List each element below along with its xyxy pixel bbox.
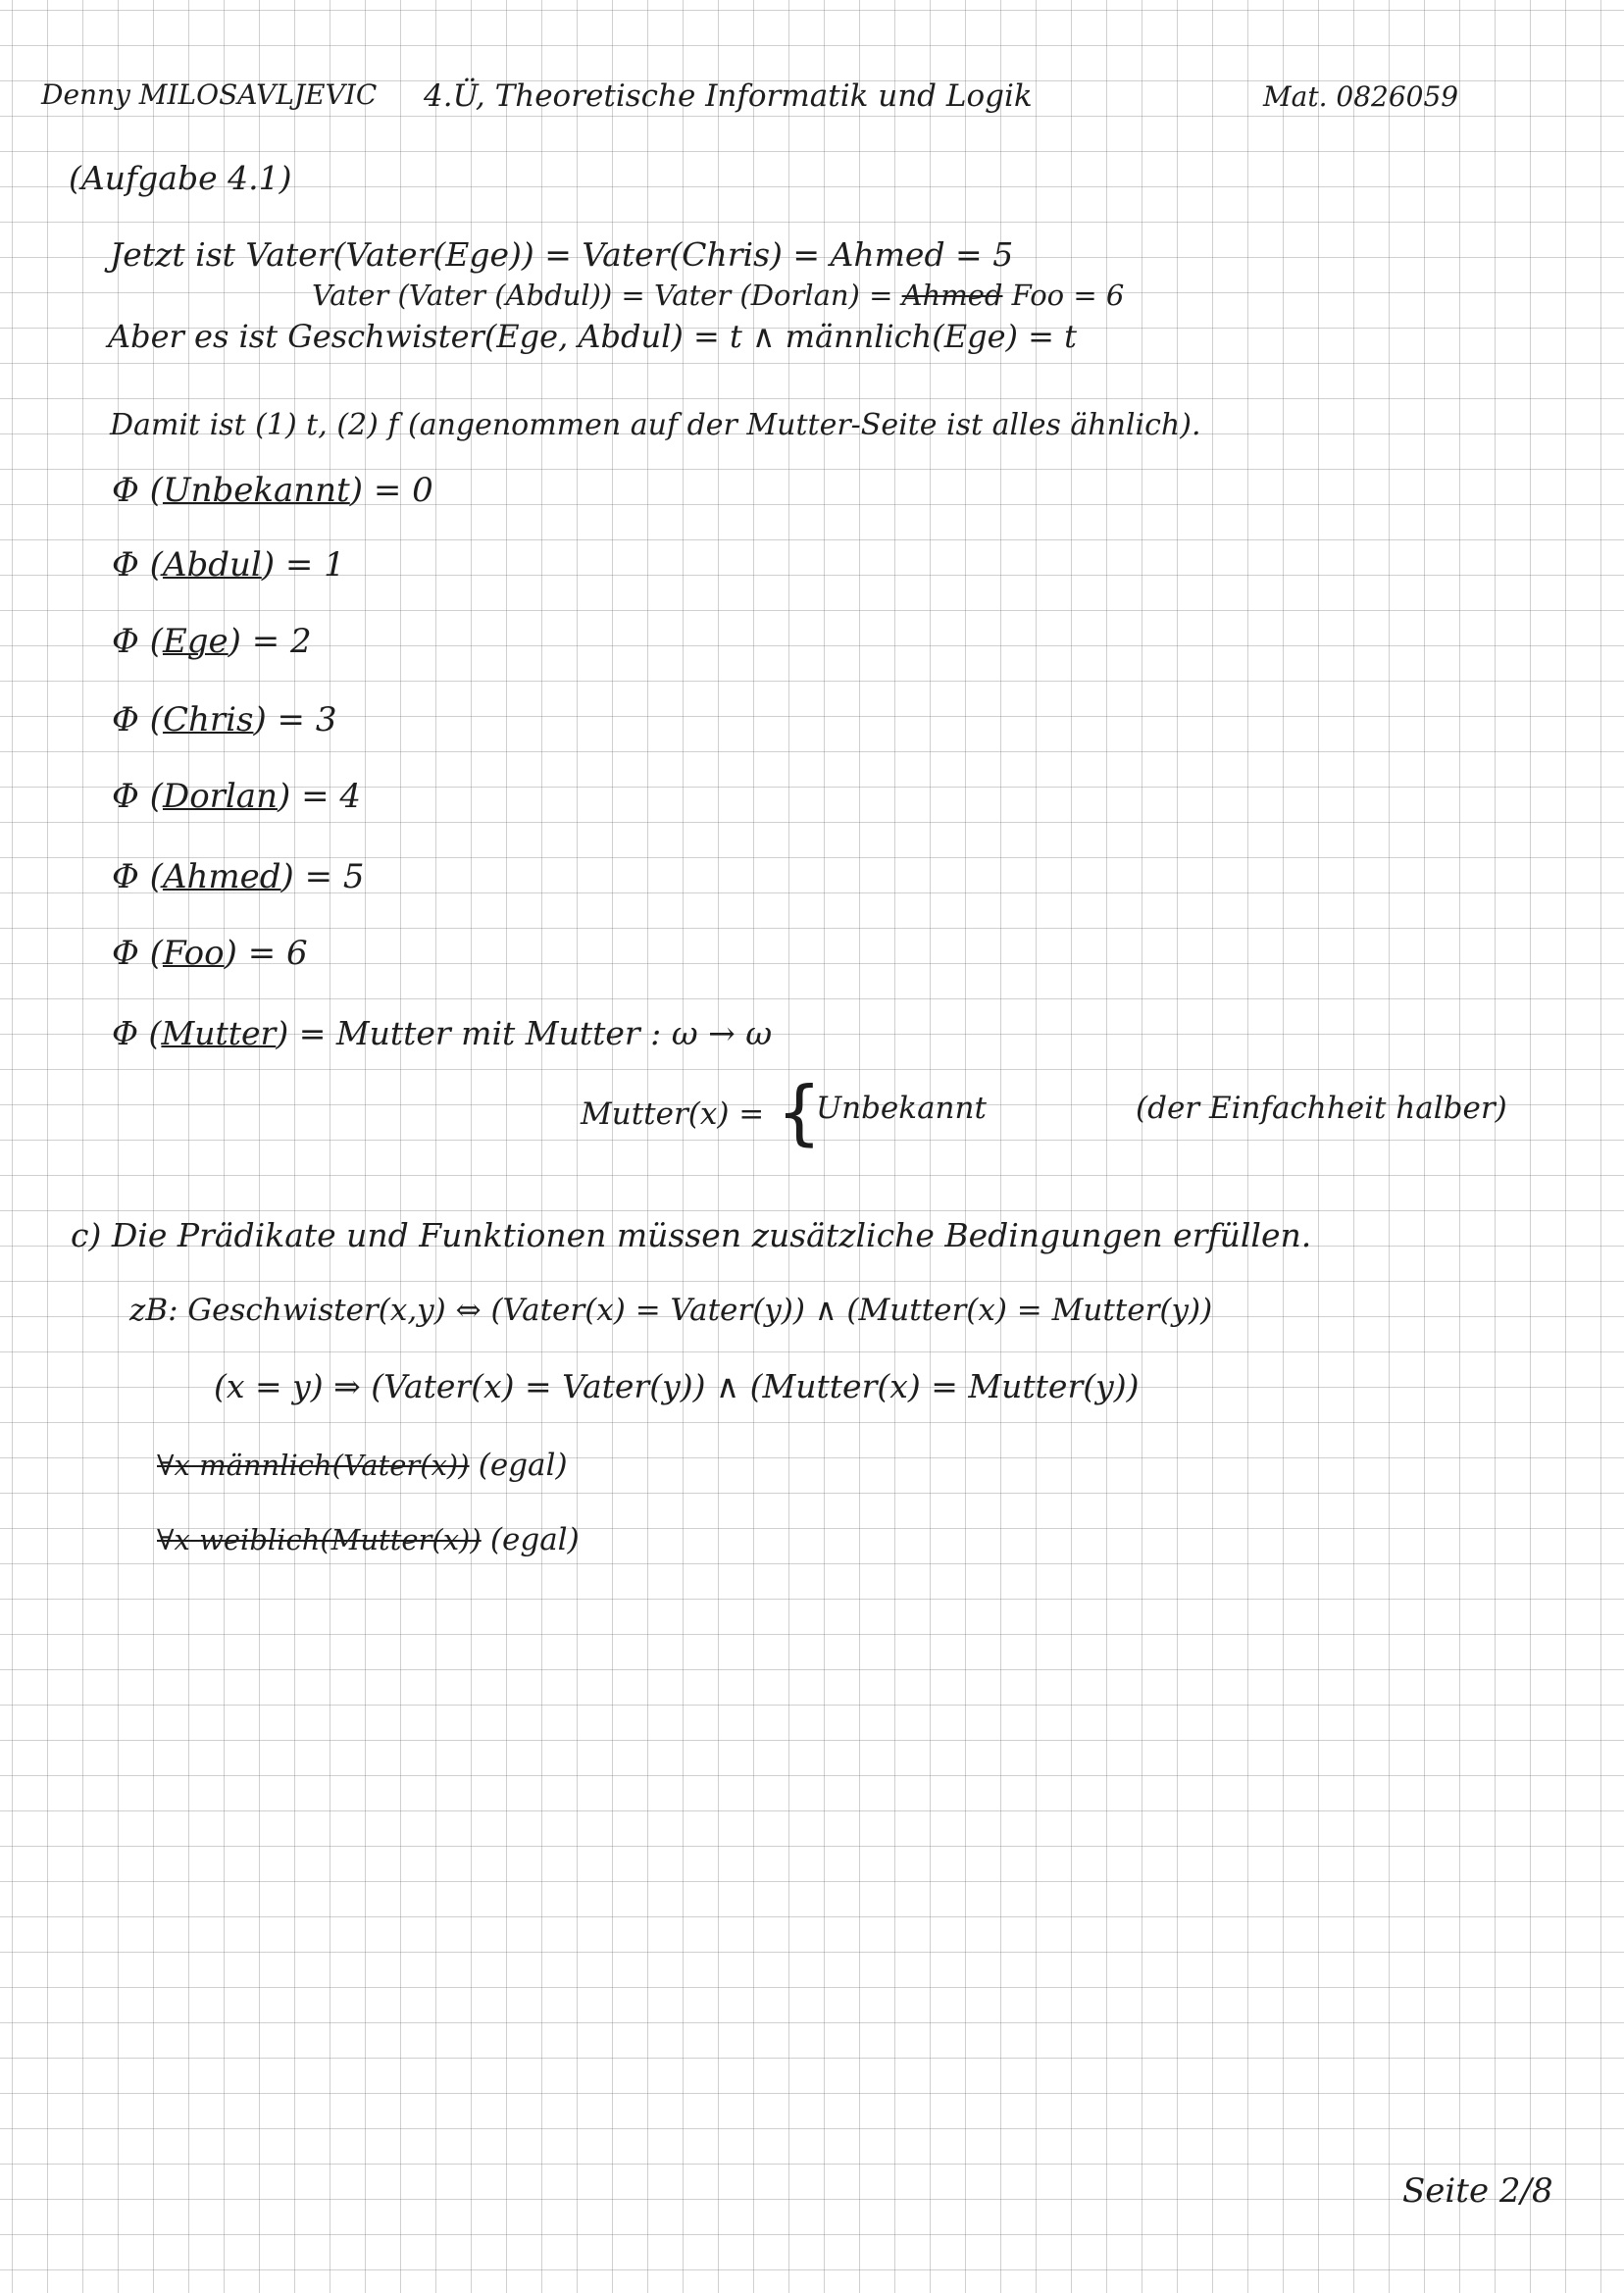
damit-line: Damit ist (1) t, (2) f (angenommen auf der Mutter-Seite ist alles ähnlich). (110, 408, 1201, 442)
assignment-row: Φ (Foo) = 6 (112, 934, 308, 973)
assignment-value: = 3 (277, 700, 337, 739)
phi-symbol: Φ (112, 934, 139, 973)
mutter-line-rest: = Mutter mit Mutter : ω → ω (298, 1014, 773, 1052)
vater-line-2-b: Foo = 6 (1002, 279, 1125, 312)
assignment-name: Unbekannt (162, 471, 350, 510)
vater-line-1: Jetzt ist Vater(Vater(Ege)) = Vater(Chris) = Ahmed = 5 (110, 235, 1014, 274)
assignment-name: Foo (162, 934, 225, 973)
assignment-row: Φ (Ahmed) = 5 (112, 857, 365, 896)
phi-symbol: Φ (112, 545, 139, 585)
egal-note: (egal) (478, 1448, 568, 1483)
mutter-definition: Mutter(x) = (581, 1096, 765, 1132)
struck-text: ∀x männlich(Vater(x)) (157, 1449, 470, 1482)
zb-line: zB: Geschwister(x,y) ⇔ (Vater(x) = Vater(y)) ∧ (Mutter(x) = Mutter(y)) (129, 1293, 1213, 1328)
page-number: Seite 2/8 (1402, 2171, 1553, 2211)
assignment-value: = 2 (251, 622, 312, 661)
curly-brace-icon: { (777, 1071, 822, 1153)
assignment-name: Abdul (162, 545, 262, 585)
egal-note: (egal) (489, 1522, 580, 1557)
phi-symbol: Φ (112, 1014, 139, 1052)
assignment-name: Dorlan (162, 777, 278, 816)
phi-symbol: Φ (112, 622, 139, 661)
assignment-row: Φ (Chris) = 3 (112, 700, 337, 739)
xy-line: (x = y) ⇒ (Vater(x) = Vater(y)) ∧ (Mutter(x) = Mutter(y)) (214, 1367, 1140, 1405)
matrikel-number: Mat. 0826059 (1263, 80, 1459, 113)
struck-text: ∀x weiblich(Mutter(x)) (157, 1523, 482, 1556)
aber-line: Aber es ist Geschwister(Ege, Abdul) = t ∧ männlich(Ege) = t (108, 318, 1078, 355)
vater-line-2 (312, 279, 1124, 312)
mutter-func-name: Mutter (161, 1014, 277, 1052)
assignment-row: Φ (Ege) = 2 (112, 622, 312, 661)
mutter-definition-value: Unbekannt (816, 1091, 987, 1126)
assignment-value: = 0 (373, 471, 433, 510)
part-c-line: c) Die Prädikate und Funktionen müssen zusätzliche Bedingungen erfüllen. (71, 1216, 1312, 1254)
mutter-line: Φ (Mutter) = Mutter mit Mutter : ω → ω (112, 1014, 773, 1052)
assignment-value: = 4 (301, 777, 361, 816)
assignment-value: = 1 (284, 545, 345, 585)
phi-symbol: Φ (112, 700, 139, 739)
phi-symbol: Φ (112, 777, 139, 816)
assignment-name: Ahmed (162, 857, 281, 896)
assignment-value: = 5 (304, 857, 365, 896)
assignment-name: Chris (162, 700, 254, 739)
vater-line-2-a: Vater (Vater (Abdul)) = Vater (Dorlan) = (312, 279, 902, 312)
assignment-name: Ege (162, 622, 228, 661)
assignment-value: = 6 (247, 934, 308, 973)
struck-ahmed: Ahmed (901, 279, 1003, 312)
phi-symbol: Φ (112, 471, 139, 510)
mutter-note: (der Einfachheit halber) (1136, 1091, 1507, 1126)
assignment-row: Φ (Unbekannt) = 0 (112, 471, 433, 510)
phi-symbol: Φ (112, 857, 139, 896)
author-name: Denny MILOSAVLJEVIC (41, 78, 378, 111)
assignment-row: Φ (Dorlan) = 4 (112, 777, 361, 816)
assignment-row: Φ (Abdul) = 1 (112, 545, 345, 585)
course-title: 4.Ü, Theoretische Informatik und Logik (424, 78, 1033, 114)
struck-line-2 (157, 1522, 580, 1557)
aufgabe-heading: (Aufgabe 4.1) (69, 159, 292, 197)
struck-line-1 (157, 1448, 568, 1483)
